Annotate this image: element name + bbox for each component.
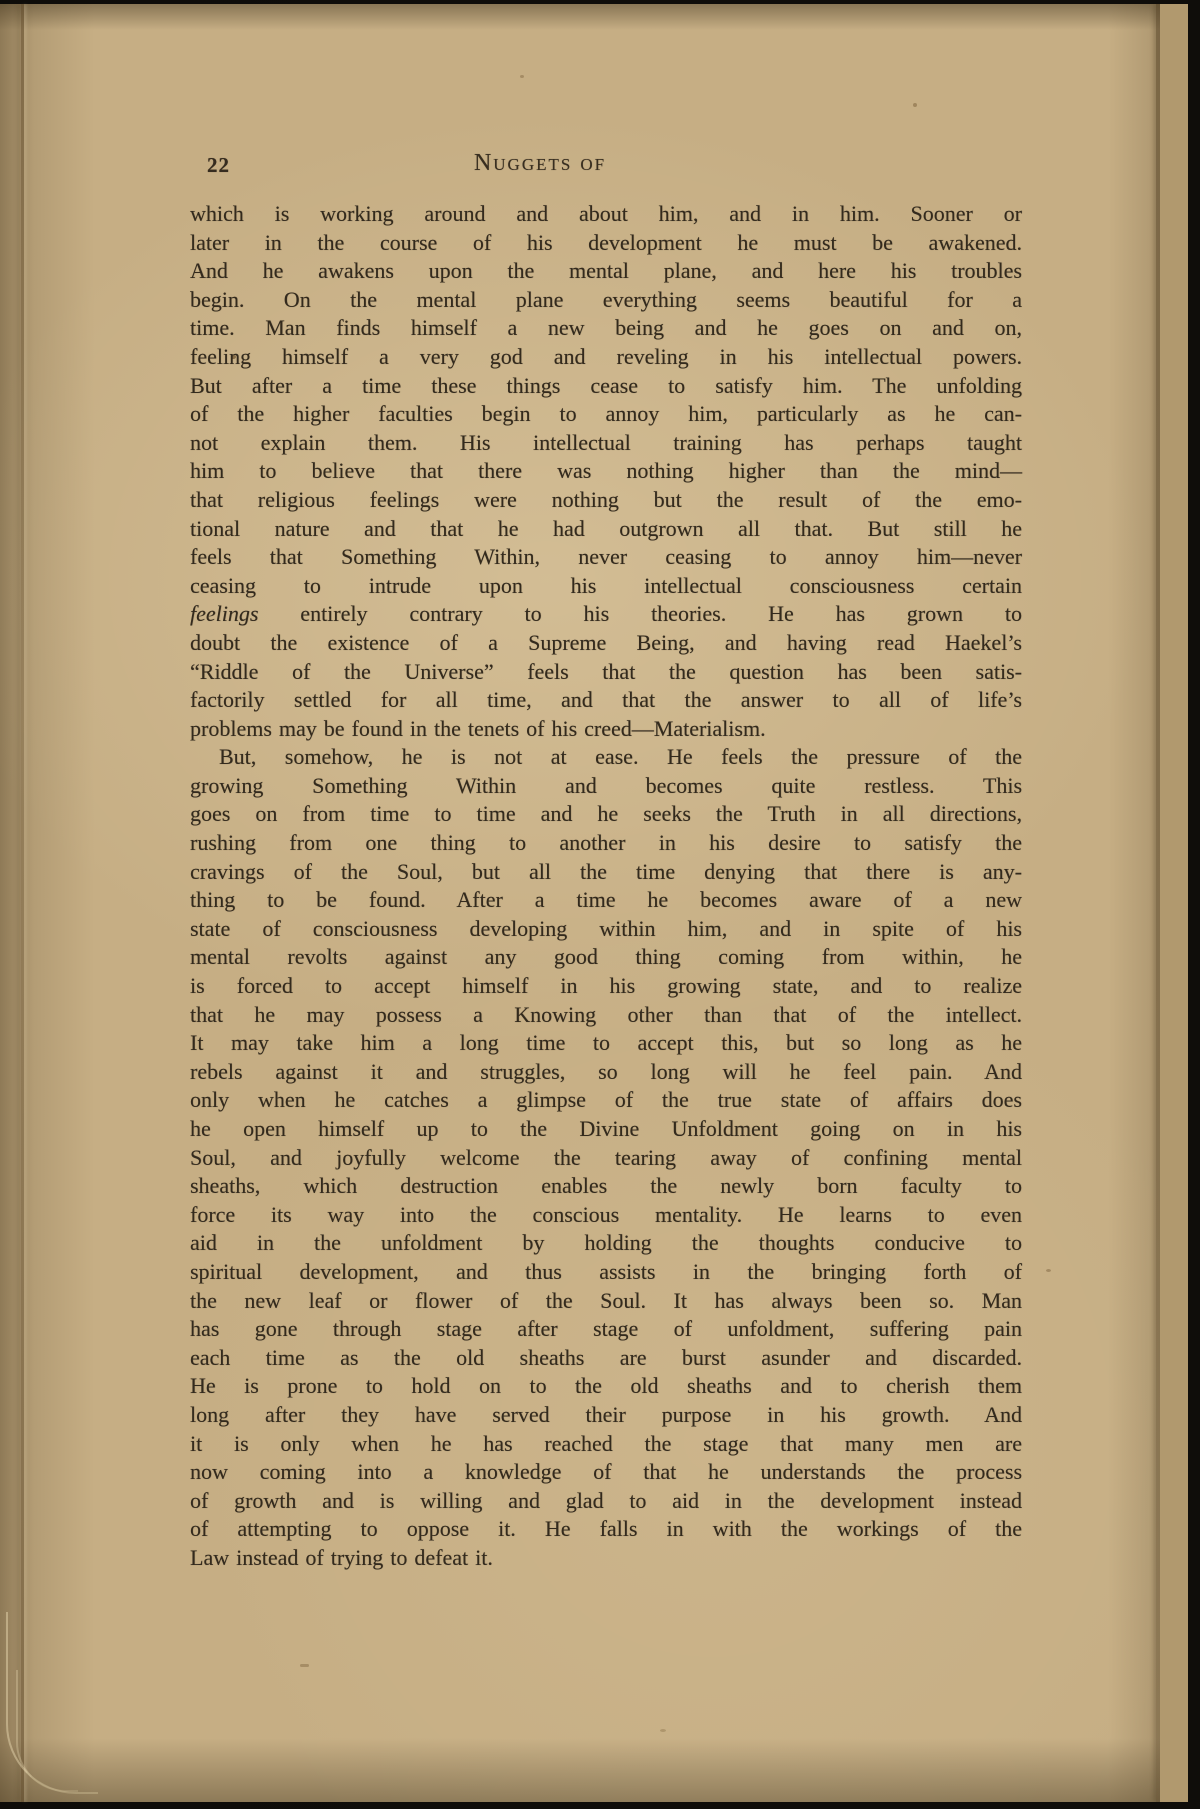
text-line: growing Something Within and becomes quite restless. This [190,772,1022,798]
stacked-page-edges [1160,4,1188,1802]
text-line: ceasing to intrude upon his intellectual consciousness certain [190,572,1022,598]
text-line: doubt the existence of a Supreme Being, and having read Haekel’s [190,629,1022,655]
text-line: he open himself up to the Divine Unfoldment going on in his [190,1116,1022,1141]
text-line: spiritual development, and thus assists in the bringing forth of [190,1258,1022,1284]
paper-speck [300,1664,309,1667]
paper-speck [1046,1269,1051,1272]
text-line: each time as the old sheaths are burst asunder and discarded. [190,1344,1022,1370]
text-line: not explain them. His intellectual training has perhaps taught [190,429,1022,455]
scan-background-right [1188,0,1200,1809]
text-line: it is only when he has reached the stage that many men are [190,1430,1022,1456]
text-line: Law instead of trying to defeat it. [190,1544,493,1570]
page-number: 22 [207,153,230,177]
text-line: force its way into the conscious mentality. He learns to even [190,1201,1022,1227]
text-line: which is working around and about him, and in him. Sooner or [190,201,1022,226]
text-line: aid in the unfoldment by holding the thoughts conducive to [190,1230,1022,1256]
running-head-title: Nuggets of [473,150,607,176]
body-text-block [190,200,1022,1573]
paragraph [190,200,1022,743]
text-line: that religious feelings were nothing but the result of the emo- [190,486,1022,512]
text-line: that he may possess a Knowing other than that of the intellect. [190,1001,1022,1027]
text-line: now coming into a knowledge of that he understands the process [190,1459,1022,1485]
text-line: thing to be found. After a time he becomes aware of a new [190,887,1022,913]
text-line: has gone through stage after stage of unfoldment, suffering pain [190,1316,1022,1342]
page-curl-line [6,1612,98,1794]
text-line: And he awakens upon the mental plane, and here his troubles [190,258,1022,284]
text-line: He is prone to hold on to the old sheaths and to cherish them [190,1373,1022,1399]
text-line: of attempting to oppose it. He falls in with the workings of the [190,1516,1022,1542]
text-line: But, somehow, he is not at ease. He feels the pressure of the [219,744,1022,770]
paper-sheet [0,4,1188,1802]
text-line: Soul, and joyfully welcome the tearing away of confining mental [190,1144,1022,1170]
text-line: feelings entirely contrary to his theories. He has grown to [190,601,1022,627]
text-line: only when he catches a glimpse of the true state of affairs does [190,1087,1022,1113]
paper-speck [913,103,917,107]
text-line: feels that Something Within, never ceasing to annoy him—never [190,544,1022,570]
text-line: begin. On the mental plane everything seems beautiful for a [190,286,1022,312]
text-line: sheaths, which destruction enables the newly born faculty to [190,1173,1022,1199]
text-line: problems may be found in the tenets of his creed—Materialism. [190,715,766,741]
text-line: long after they have served their purpose in his growth. And [190,1401,1022,1427]
text-line: state of consciousness developing within him, and in spite of his [190,915,1022,941]
text-line: But after a time these things cease to satisfy him. The unfolding [190,372,1022,398]
scan-background-top [0,0,1200,4]
text-line: tional nature and that he had outgrown all that. But still he [190,515,1022,541]
paper-speck [660,1729,666,1732]
text-line: him to believe that there was nothing higher than the mind— [190,458,1022,484]
text-line: cravings of the Soul, but all the time denying that there is any- [190,858,1022,884]
text-line: of growth and is willing and glad to aid in the development instead [190,1487,1022,1513]
text-line: feeling himself a very god and reveling in his intellectual powers. [190,343,1022,369]
paragraph [190,743,1022,1572]
text-line: mental revolts against any good thing coming from within, he [190,944,1022,970]
paper-speck [520,75,524,78]
text-line: of the higher faculties begin to annoy him, particularly as he can- [190,401,1022,427]
text-line: goes on from time to time and he seeks the Truth in all directions, [190,801,1022,827]
scan-background-bottom [0,1802,1200,1809]
page-curl-line [16,1670,78,1792]
text-line: It may take him a long time to accept this, but so long as he [190,1030,1022,1056]
spine-crease [21,4,24,1802]
text-line: “Riddle of the Universe” feels that the question has been satis- [190,658,1022,684]
text-line: rushing from one thing to another in his desire to satisfy the [190,830,1022,856]
text-line: the new leaf or flower of the Soul. It has always been so. Man [190,1287,1022,1313]
text-line: later in the course of his development he must be awakened. [190,229,1022,255]
text-line: factorily settled for all time, and that the answer to all of life’s [190,687,1022,713]
text-line: time. Man finds himself a new being and he goes on and on, [190,315,1022,341]
text-line: is forced to accept himself in his growing state, and to realize [190,973,1022,999]
text-line: rebels against it and struggles, so long will he feel pain. And [190,1058,1022,1084]
